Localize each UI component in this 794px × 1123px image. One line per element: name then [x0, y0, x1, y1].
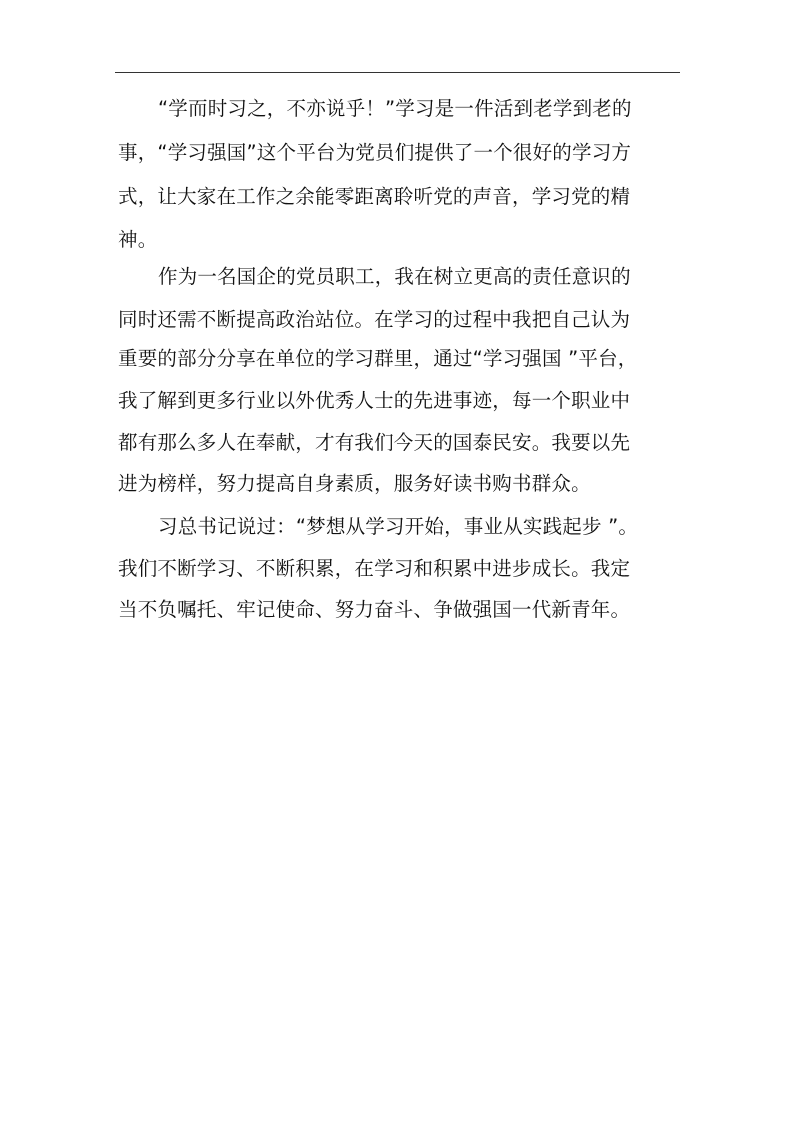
- paragraph-2-line-6: 进为榜样，努力提高自身素质，服务好读书购书群众。: [118, 472, 591, 495]
- paragraph-2-line-5: 都有那么多人在奉献，才有我们今天的国泰民安。我要以先: [118, 431, 631, 454]
- paragraph-1-line-2: 事，“学习强国”这个平台为党员们提供了一个很好的学习方: [118, 141, 632, 164]
- paragraph-3-line-3: 当不负嘱托、牢记使命、努力奋斗、争做强国一代新青年。: [118, 598, 631, 621]
- paragraph-2-line-4: 我了解到更多行业以外优秀人士的先进事迹，每一个职业中: [118, 389, 631, 412]
- paragraph-1-line-4: 神。: [118, 228, 158, 251]
- paragraph-1-line-1: “学而时习之，不亦说乎！”学习是一件活到老学到老的: [158, 97, 632, 120]
- paragraph-3-line-1: 习总书记说过：“梦想从学习开始，事业从实践起步 ”。: [158, 515, 639, 538]
- paragraph-2-line-1: 作为一名国企的党员职工，我在树立更高的责任意识的: [158, 265, 631, 288]
- paragraph-1-line-3: 式，让大家在工作之余能零距离聆听党的声音，学习党的精: [118, 185, 631, 208]
- header-rule: [115, 72, 680, 73]
- paragraph-2-line-3: 重要的部分分享在单位的学习群里，通过“学习强国 ”平台，: [118, 347, 638, 370]
- paragraph-3-line-2: 我们不断学习、不断积累，在学习和积累中进步成长。我定: [118, 557, 631, 580]
- paragraph-2-line-2: 同时还需不断提高政治站位。在学习的过程中我把自己认为: [118, 308, 631, 331]
